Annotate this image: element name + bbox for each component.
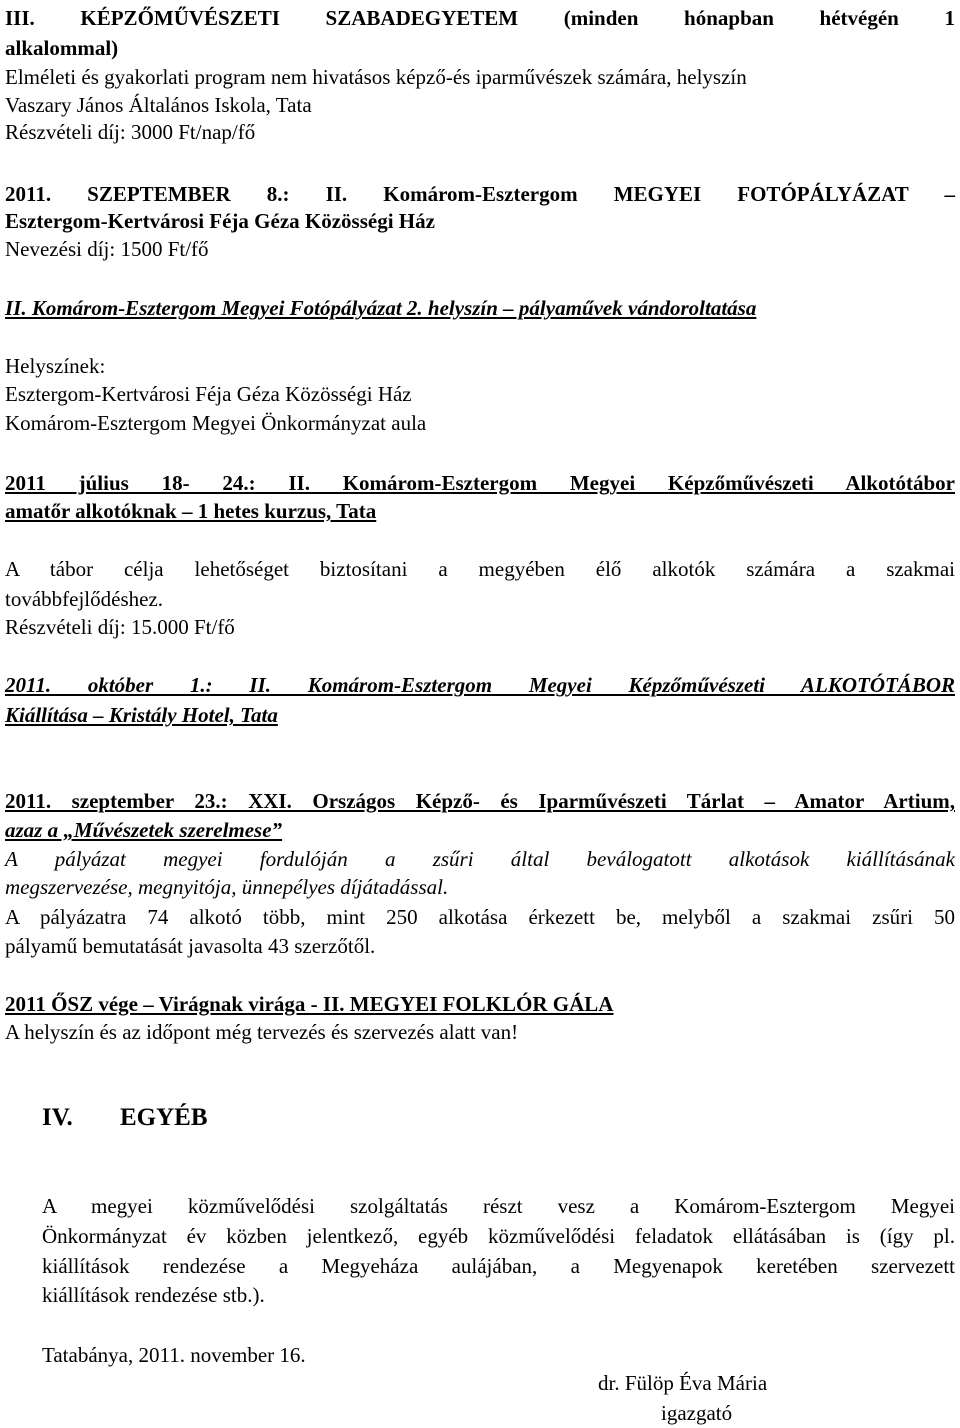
gala-desc: A helyszín és az időpont még tervezés és szervezés alatt van! — [5, 1020, 519, 1044]
section4-para-line3: kiállítások rendezése a Megyeháza aulájában, a Megyenapok keretében szervezett — [42, 1254, 955, 1278]
section3-desc-line1: Elméleti és gyakorlati program nem hivatásos képző-és iparművészek számára, helyszín — [5, 65, 747, 89]
foto-heading-line1: 2011. SZEPTEMBER 8.: II. Komárom-Esztergom MEGYEI FOTÓPÁLYÁZAT – — [5, 182, 955, 206]
foto-location-2: Komárom-Esztergom Megyei Önkormányzat aula — [5, 411, 427, 435]
gala-heading: 2011 ŐSZ vége – Virágnak virága - II. MEGYEI FOLKLÓR GÁLA — [5, 992, 614, 1016]
foto-subheading: II. Komárom-Esztergom Megyei Fotópályázat 2. helyszín – pályaművek vándoroltatása — [5, 296, 757, 320]
kiallitas-heading-line2: Kiállítása – Kristály Hotel, Tata — [5, 703, 278, 727]
section3-title-line2: alkalommal) — [5, 36, 119, 60]
section4-number: IV. — [42, 1104, 73, 1131]
tarlat-heading-line1: 2011. szeptember 23.: XXI. Országos Képző- és Iparművészeti Tárlat – Amator Artium, — [5, 789, 955, 813]
section4-para-line4: kiállítások rendezése stb.). — [42, 1283, 265, 1307]
tabor-heading-line2: amatőr alkotóknak – 1 hetes kurzus, Tata — [5, 499, 377, 523]
tarlat-desc2-line2: pályamű bemutatását javasolta 43 szerzőtől. — [5, 934, 376, 958]
section3-desc-line2: Vaszary János Általános Iskola, Tata — [5, 93, 312, 117]
place-date: Tatabánya, 2011. november 16. — [42, 1343, 306, 1367]
signer-name: dr. Fülöp Éva Mária — [598, 1371, 768, 1395]
tabor-desc-line1: A tábor célja lehetőséget biztosítani a megyében élő alkotók számára a szakmai — [5, 557, 955, 581]
foto-fee: Nevezési díj: 1500 Ft/fő — [5, 237, 209, 261]
section4-para-line1: A megyei közművelődési szolgáltatás részt vesz a Komárom-Esztergom Megyei — [42, 1194, 955, 1218]
tarlat-desc2-line1: A pályázatra 74 alkotó több, mint 250 alkotása érkezett be, melyből a szakmai zsűri 50 — [5, 905, 955, 929]
tabor-fee: Részvételi díj: 15.000 Ft/fő — [5, 615, 235, 639]
tarlat-desc1-line2: megszervezése, megnyitója, ünnepélyes díjátadással. — [5, 875, 449, 899]
section3-fee: Részvételi díj: 3000 Ft/nap/fő — [5, 120, 256, 144]
tarlat-heading-line2: azaz a „Művészetek szerelmese” — [5, 818, 283, 842]
foto-location-1: Esztergom-Kertvárosi Féja Géza Közösségi Ház — [5, 382, 412, 406]
section4-para-line2: Önkormányzat év közben jelentkező, egyéb közművelődési feladatok ellátásában is (így pl. — [42, 1224, 955, 1248]
section4-heading — [42, 1105, 208, 1130]
foto-heading-line2: Esztergom-Kertvárosi Féja Géza Közösségi Ház — [5, 209, 435, 233]
foto-locations-label: Helyszínek: — [5, 354, 106, 378]
tabor-heading-line1: 2011 július 18- 24.: II. Komárom-Esztergom Megyei Képzőművészeti Alkotótábor — [5, 471, 955, 495]
section3-title-line1: III. KÉPZŐMŰVÉSZETI SZABADEGYETEM (minden hónapban hétvégén 1 — [5, 6, 955, 30]
tarlat-desc1-line1: A pályázat megyei fordulóján a zsűri által beválogatott alkotások kiállításának — [5, 847, 955, 871]
kiallitas-heading-line1: 2011. október 1.: II. Komárom-Esztergom Megyei Képzőművészeti ALKOTÓTÁBOR — [5, 673, 955, 697]
tabor-desc-line2: továbbfejlődéshez. — [5, 587, 164, 611]
section4-title: EGYÉB — [120, 1104, 208, 1131]
signer-title: igazgató — [661, 1401, 733, 1425]
